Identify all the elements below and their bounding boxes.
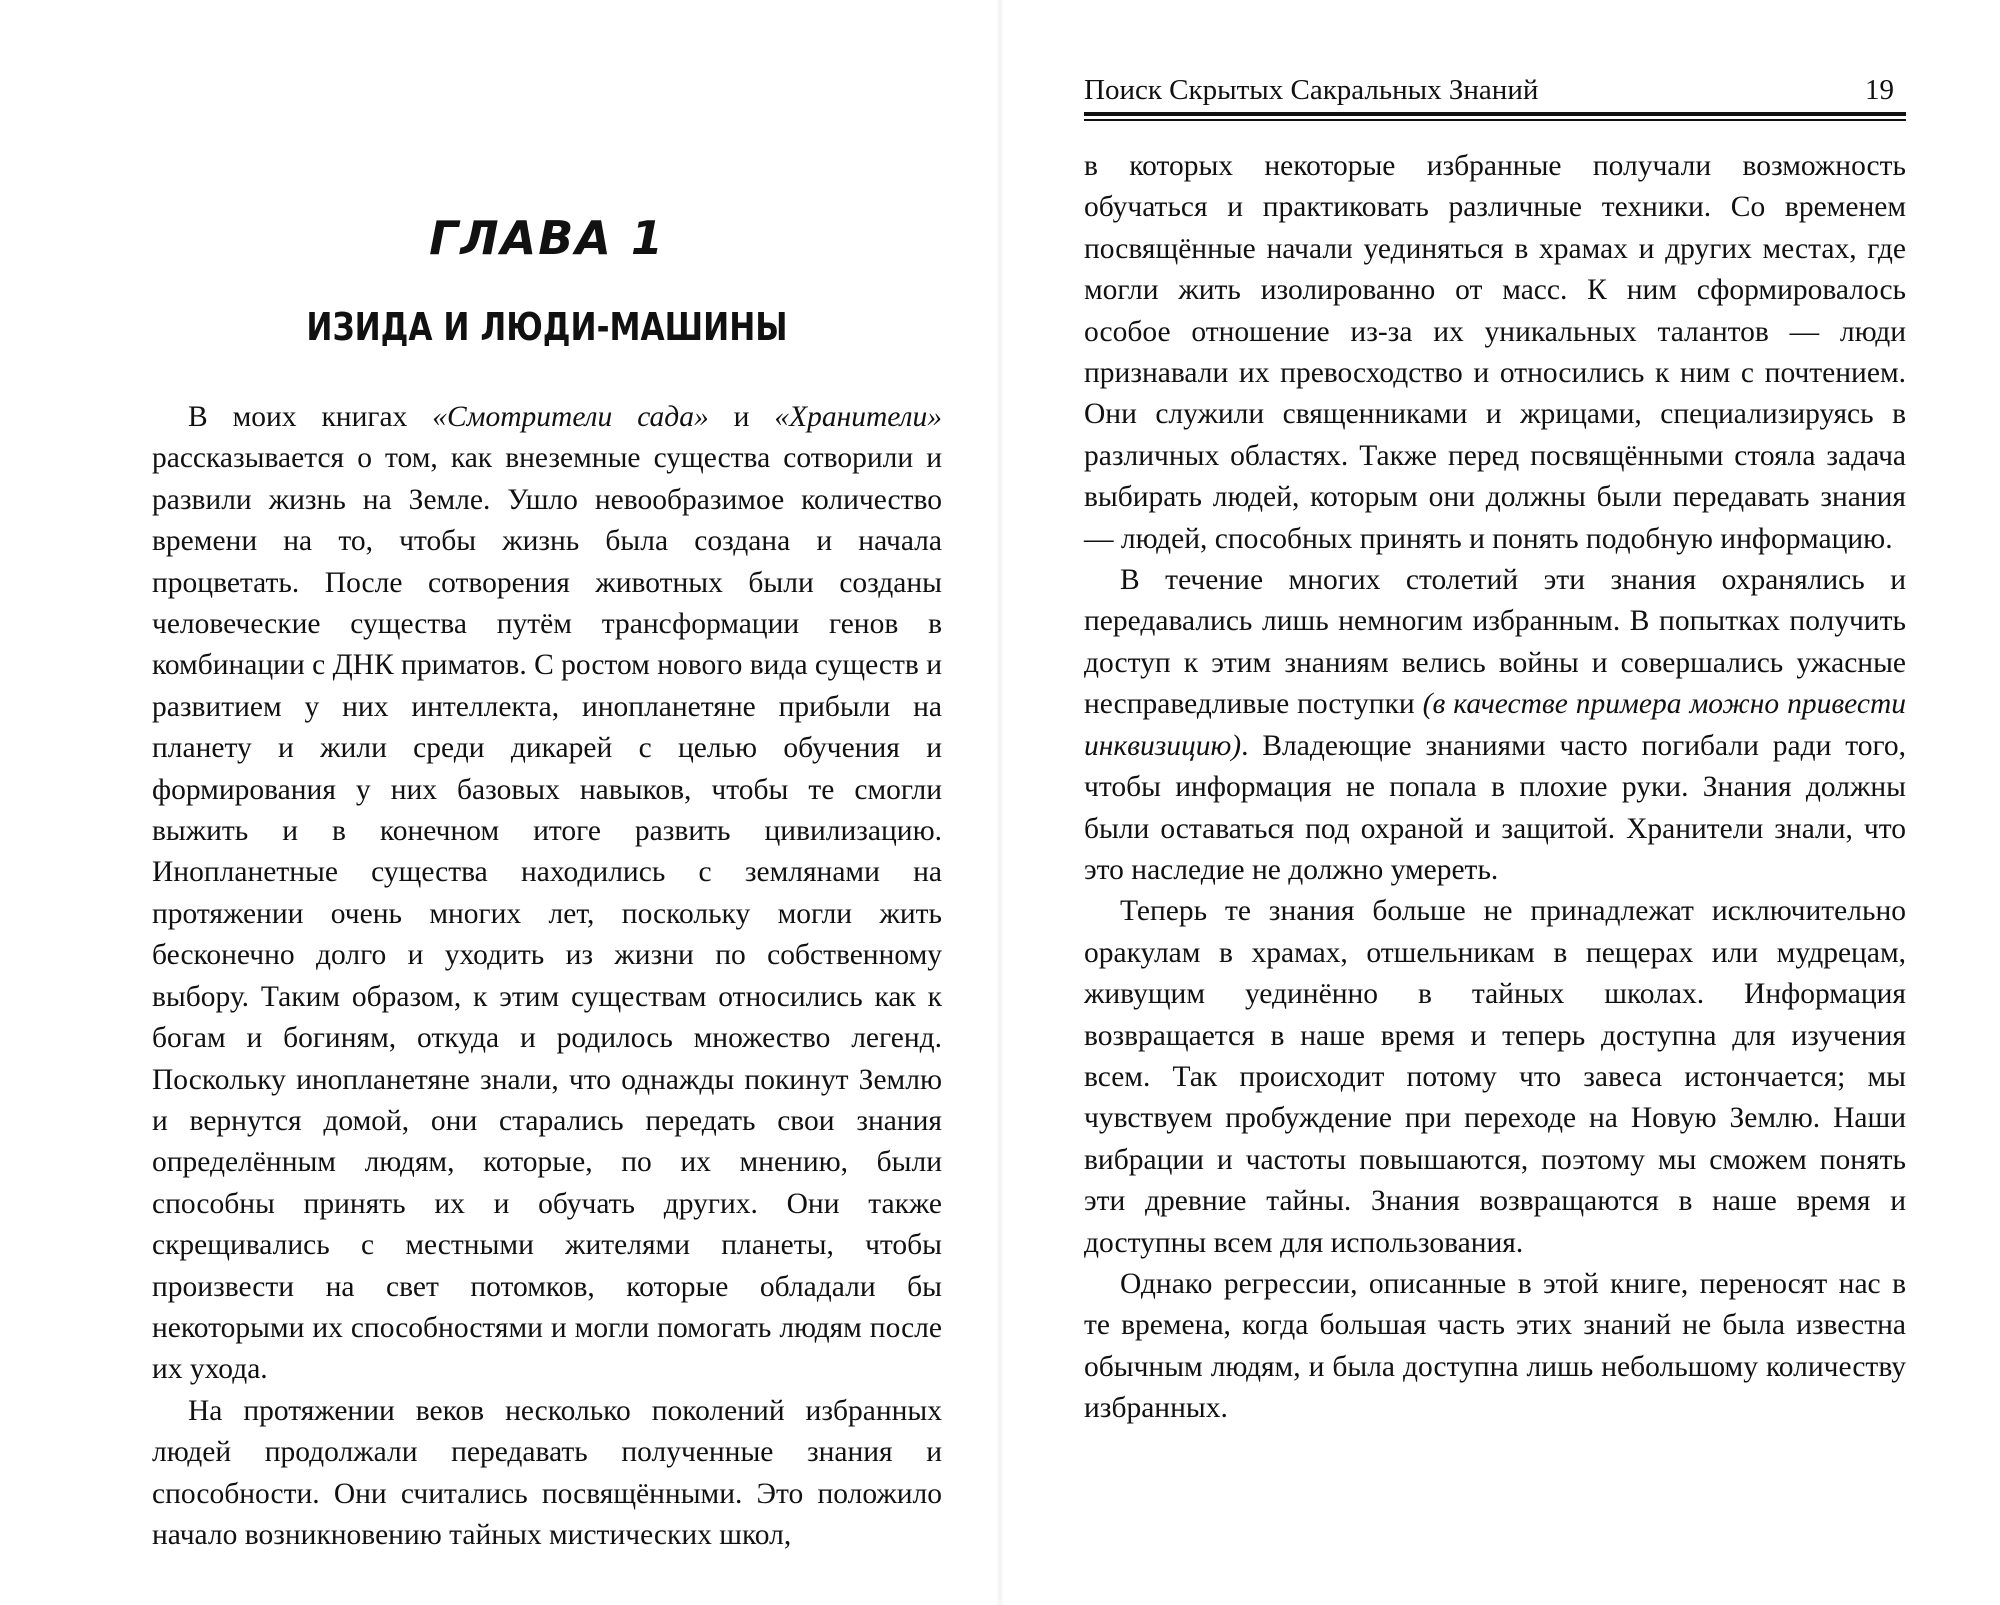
right-p2-text-b: . Владеющие знаниями часто погибали ради того, чтобы информация не попала в плохие руки. Знания должны были оставаться под охраной и защитой. Хранители знали, что это наследие не должно умереть. [1084, 729, 1906, 886]
left-paragraph-2: На протяжении веков несколько поколений избранных людей продолжали передавать полученные знания и способности. Они считались посвящёнными. Это положило начало возникновению тайных мистических школ, [152, 1394, 942, 1551]
running-head [1084, 70, 1906, 110]
right-paragraph-1: в которых некоторые избранные получали возможность обучаться и практиковать различные техники. Со временем посвящённые начали уединяться в храмах и других местах, где могли жить изолированно от масс. К ним сформировалось особое отношение из-за их уникальных талантов — люди признавали их превосходство и относились к ним с почтением. Они служили священниками и жрицами, специализируясь в различных областях. Также перед посвящёнными стояла задача выбирать людей, которым они должны были передавать знания — людей, способных принять и понять подобную информацию. [1084, 150, 1906, 555]
right-paragraph-4: Однако регрессии, описанные в этой книге, переносят нас в те времена, когда большая часть этих знаний не была известна обычным людям, и была доступна лишь небольшому количеству избранных. [1084, 1267, 1906, 1425]
page-number: 19 [1865, 74, 1894, 106]
header-rule-thin [1084, 119, 1906, 121]
right-p2-italic: (в качестве примера можно привести инквизицию) [1084, 688, 1907, 762]
running-head-title: Поиск Скрытых Сакральных Знаний [1084, 74, 1539, 106]
chapter-subtitle: ИЗИДА И ЛЮДИ-МАШИНЫ [306, 305, 788, 349]
right-page-body [1084, 146, 1906, 1430]
left-paragraph-1 [152, 397, 942, 1391]
left-page-body [152, 397, 942, 1556]
book-gutter [996, 0, 1004, 1605]
right-paragraph-3: Теперь те знания больше не принадлежат исключительно оракулам в храмах, отшельникам в пещерах или мудрецам, живущим уединённо в тайных школах. Информация возвращается в наше время и теперь доступна для изучения всем. Так происходит потому что завеса истончается; мы чувствуем пробуждение при переходе на Новую Землю. Наши вибрации и частоты повышаются, поэтому мы сможем понять эти древние тайны. Знания возвращаются в наше время и доступны всем для использования. [1084, 895, 1906, 1259]
header-rule-thick [1084, 112, 1906, 116]
book-title-keepers: «Хранители» [774, 401, 942, 433]
right-p2-text-a: В течение многих столетий эти знания охранялись и передавались лишь немногим избранным. В попытках получить доступ к этим знаниям велись войны и совершались ужасные несправедливые поступки [1084, 564, 1906, 721]
left-p1-conjunction: и [708, 401, 775, 433]
right-paragraph-2 [1084, 560, 1906, 891]
left-p1-intro: В моих книгах [188, 401, 433, 433]
chapter-title: ГЛАВА 1 [429, 211, 665, 265]
book-title-gardeners: «Смотрители сада» [432, 401, 709, 433]
left-p1-text: рассказывается о том, как внеземные существа сотворили и развили жизнь на Земле. Ушло невообразимое количество времени на то, чтобы жизнь была создана и начала процветать. После сотворения животных были созданы человеческие существа путём трансформации генов в комбинации с ДНК приматов. С ростом нового вида существ и развитием у них интеллекта, инопланетяне прибыли на планету и жили среди дикарей с целью обучения и формирования у них базовых навыков, чтобы те смогли выжить и в конечном итоге развить цивилизацию. Инопланетные существа находились с землянами на протяжении очень многих лет, поскольку могли жить бесконечно долго и уходить из жизни по собственному выбору. Таким образом, к этим существам относились как к богам и богиням, откуда и родилось множество легенд. Поскольку инопланетяне знали, что однажды покинут Землю и вернутся домой, они старались передать свои знания определённым людям, которые, по их мнению, были способны принять их и обучать других. Они также скрещивались с местными жителями планеты, чтобы произвести на свет потомков, которые обладали бы некоторыми их способностями и могли помогать людям после их ухода. [152, 442, 942, 1386]
